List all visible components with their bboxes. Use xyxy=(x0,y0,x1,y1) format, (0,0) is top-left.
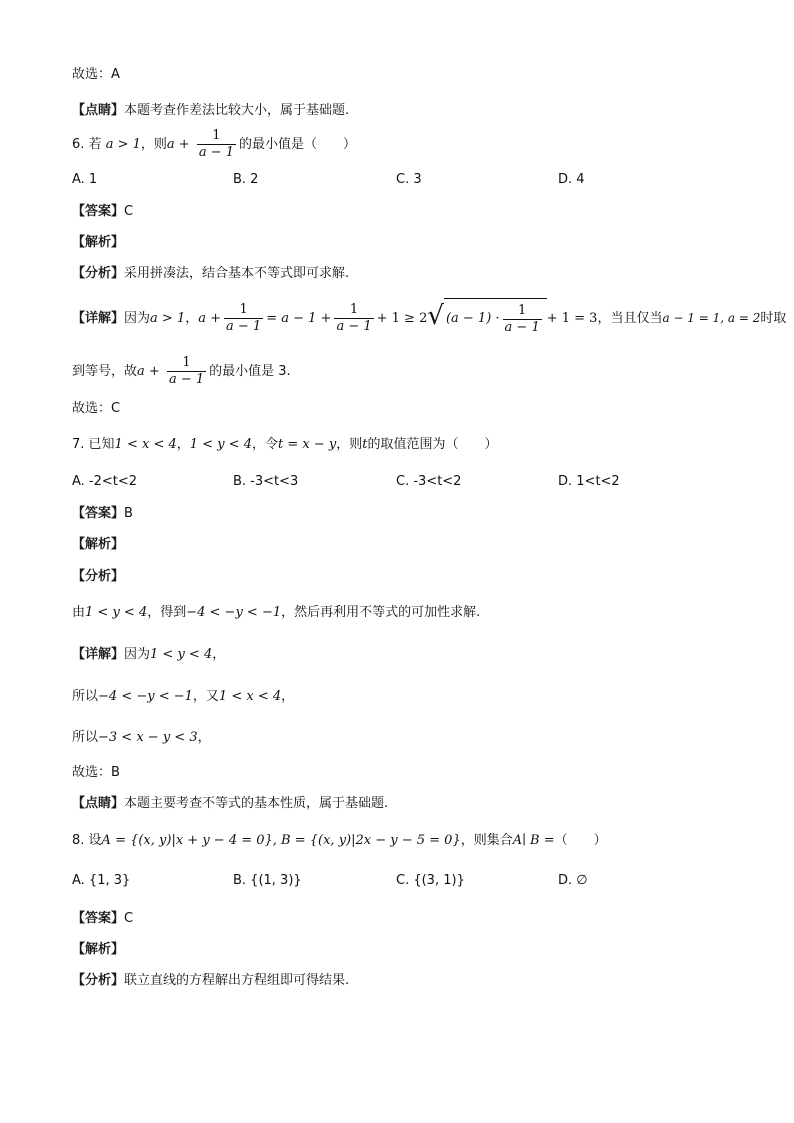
frac-num: 1 xyxy=(239,302,248,317)
q7-number: 7. 已知 xyxy=(72,437,115,452)
q7-cond2: 1 < y < 4 xyxy=(189,437,252,452)
comment-tag: 【点睛】 xyxy=(72,103,125,118)
q7-comment-text: 本题主要考查不等式的基本性质，属于基础题. xyxy=(124,796,389,811)
q7-answer-tag: 【答案】 xyxy=(72,506,125,521)
math: −4 < −y < −1 xyxy=(98,689,193,704)
q6-answer-tag: 【答案】 xyxy=(72,204,125,219)
q7-comment-tag: 【点睛】 xyxy=(72,796,125,811)
q7-detail-line3 xyxy=(72,729,211,747)
math: −4 < −y < −1 xyxy=(186,605,282,620)
q6-plus: + xyxy=(178,137,190,152)
q6-fraction xyxy=(197,128,236,161)
text: 所以 xyxy=(72,689,99,704)
q6-detail-plus: + xyxy=(148,364,160,379)
q7-t-def: t = x − y xyxy=(277,437,337,452)
frac-num: 1 xyxy=(349,302,359,317)
q6-detail-text4: 到等号，故 xyxy=(72,364,138,379)
q7-option-a: A. -2<t<2 xyxy=(72,474,138,489)
math: −3 < x − y < 3 xyxy=(98,730,198,745)
q6-answer xyxy=(72,203,133,221)
comment-text: 本题考查作差法比较大小，属于基础题. xyxy=(124,103,350,118)
q7-ze: ，则 xyxy=(336,437,363,452)
frac-num: 1 xyxy=(182,355,191,370)
q6-option-a: A. 1 xyxy=(72,172,98,187)
q6-option-d: D. 4 xyxy=(558,172,585,187)
q6-option-b: B. 2 xyxy=(233,172,259,187)
q6-detail-cond: a > 1 xyxy=(150,311,186,326)
q6-fenxi-text: 采用拼凑法，结合基本不等式即可求解. xyxy=(124,266,350,281)
q8-answer-value: C xyxy=(124,911,134,926)
q8-option-b: B. {(1, 3)} xyxy=(233,873,302,888)
q6-detail-frac1 xyxy=(224,302,263,335)
q6-jiexi-tag: 【解析】 xyxy=(72,235,125,250)
q7-fenxi-heading xyxy=(72,568,124,586)
q7-detail-line2 xyxy=(72,688,294,706)
q6-analysis-heading xyxy=(72,234,124,252)
q8-jiexi-tag: 【解析】 xyxy=(72,942,125,957)
q7-fenxi-text xyxy=(72,604,480,622)
math: 1 < y < 4 xyxy=(85,605,148,620)
q6-detail-tag: 【详解】 xyxy=(72,311,125,326)
q6-detail-text: 因为 xyxy=(124,311,151,326)
q6-detail-text3: 时取 xyxy=(760,311,787,326)
frac-den: a − 1 xyxy=(226,319,262,334)
q6-detail-text2: ，当且仅当 xyxy=(597,311,663,326)
q6-detail-expr3: + 1 ≥ 2 xyxy=(376,311,428,326)
q6-detail-line1 xyxy=(72,298,786,339)
q8-fenxi-text: 联立直线的方程解出方程组即可得结果. xyxy=(124,973,350,988)
q6-post: 的最小值是（ ） xyxy=(239,137,357,152)
q8-answer xyxy=(72,910,133,928)
sqrt-term: (a − 1) · xyxy=(445,311,500,326)
q7-option-c: C. -3<t<2 xyxy=(396,474,462,489)
q8-number: 8. 设 xyxy=(72,833,102,848)
q6-choice: 故选：C xyxy=(72,401,121,416)
q6-fenxi-tag: 【分析】 xyxy=(72,266,125,281)
q7-comment xyxy=(72,795,388,813)
q6-var: a xyxy=(166,137,175,152)
q8-fenxi xyxy=(72,972,349,990)
q7-t: t xyxy=(362,437,368,452)
q8-option-d: D. ∅ xyxy=(558,873,588,888)
q6-answer-value: C xyxy=(124,204,134,219)
question-7: 7. 已知1 < x < 4，1 < y < 4，令t = x − y，则t的取值范围为（ ） xyxy=(72,437,498,452)
math: 1 < y < 4 xyxy=(150,647,213,662)
q6-detail-text5: 的最小值是 3. xyxy=(209,364,291,379)
q6-number: 6. 若 xyxy=(72,137,102,152)
q7-answer xyxy=(72,505,133,523)
q6-detail-expr2: = a − 1 + xyxy=(266,311,332,326)
frac-den: a − 1 xyxy=(168,372,205,387)
q6-condition: a > 1 xyxy=(105,137,141,152)
q8-option-a: A. {1, 3} xyxy=(72,873,131,888)
q8-post: （ ） xyxy=(554,833,607,848)
q7-cond1: 1 < x < 4 xyxy=(114,437,177,452)
q7-option-b: B. -3<t<3 xyxy=(233,474,299,489)
q8-mid: ，则集合 xyxy=(460,833,513,848)
q8-sets: A = {(x, y)|x + y − 4 = 0}, B = {(x, y)|2x − y − 5 = 0} xyxy=(101,833,461,848)
q7-detail-line1 xyxy=(72,646,225,664)
text: 因为 xyxy=(124,647,151,662)
sqrt-frac xyxy=(503,303,542,336)
math: 1 < x < 4 xyxy=(218,689,282,704)
text: ， xyxy=(281,689,295,704)
frac-num: 1 xyxy=(517,302,527,318)
sqrt-radical-icon: √ xyxy=(427,301,444,331)
text: ， xyxy=(212,647,226,662)
q7-analysis-heading xyxy=(72,536,124,554)
q6-detail-eq: a − 1 = 1, a = 2 xyxy=(662,311,761,325)
q8-answer-tag: 【答案】 xyxy=(72,911,125,926)
q6-detail-sqrt xyxy=(427,298,546,339)
comment-line xyxy=(72,102,349,120)
q6-numerator: 1 xyxy=(212,128,221,143)
text: ，然后再利用不等式的可加性求解. xyxy=(281,605,481,620)
q7-ling: ，令 xyxy=(251,437,278,452)
frac-den: a − 1 xyxy=(336,319,372,334)
q7-jiexi-tag: 【解析】 xyxy=(72,537,125,552)
text: 由 xyxy=(72,605,86,620)
q8-analysis-heading xyxy=(72,941,124,959)
frac-den: a − 1 xyxy=(504,319,540,335)
q6-detail-expr4: + 1 = 3 xyxy=(546,311,598,326)
q6-detail-comma: ， xyxy=(185,311,199,326)
q7-option-d: D. 1<t<2 xyxy=(558,474,620,489)
q7-fenxi-tag: 【分析】 xyxy=(72,569,125,584)
q6-detail-var: a xyxy=(137,364,145,379)
question-6 xyxy=(72,128,356,161)
question-8 xyxy=(72,832,607,850)
q8-intersection: A∣ B = xyxy=(512,833,555,848)
q6-detail-line2 xyxy=(72,354,291,390)
q6-option-c: C. 3 xyxy=(396,172,422,187)
q8-fenxi-tag: 【分析】 xyxy=(72,973,125,988)
q6-mid: ，则 xyxy=(140,137,167,152)
answer-choice-line: 故选：A xyxy=(72,67,120,82)
q7-detail-tag: 【详解】 xyxy=(72,647,125,662)
q6-fenxi xyxy=(72,265,349,283)
q6-denominator: a − 1 xyxy=(198,145,235,160)
text: ，得到 xyxy=(147,605,187,620)
q7-choice: 故选：B xyxy=(72,765,120,780)
text: ，又 xyxy=(192,689,219,704)
q8-option-c: C. {(3, 1)} xyxy=(396,873,465,888)
q6-detail-frac2 xyxy=(334,302,373,335)
q6-detail-frac3 xyxy=(167,355,206,388)
text: 所以 xyxy=(72,730,99,745)
text: ， xyxy=(197,730,211,745)
q7-answer-value: B xyxy=(124,506,133,521)
q6-detail-expr1: a + xyxy=(198,311,222,326)
q7-post: 的取值范围为（ ） xyxy=(367,437,498,452)
